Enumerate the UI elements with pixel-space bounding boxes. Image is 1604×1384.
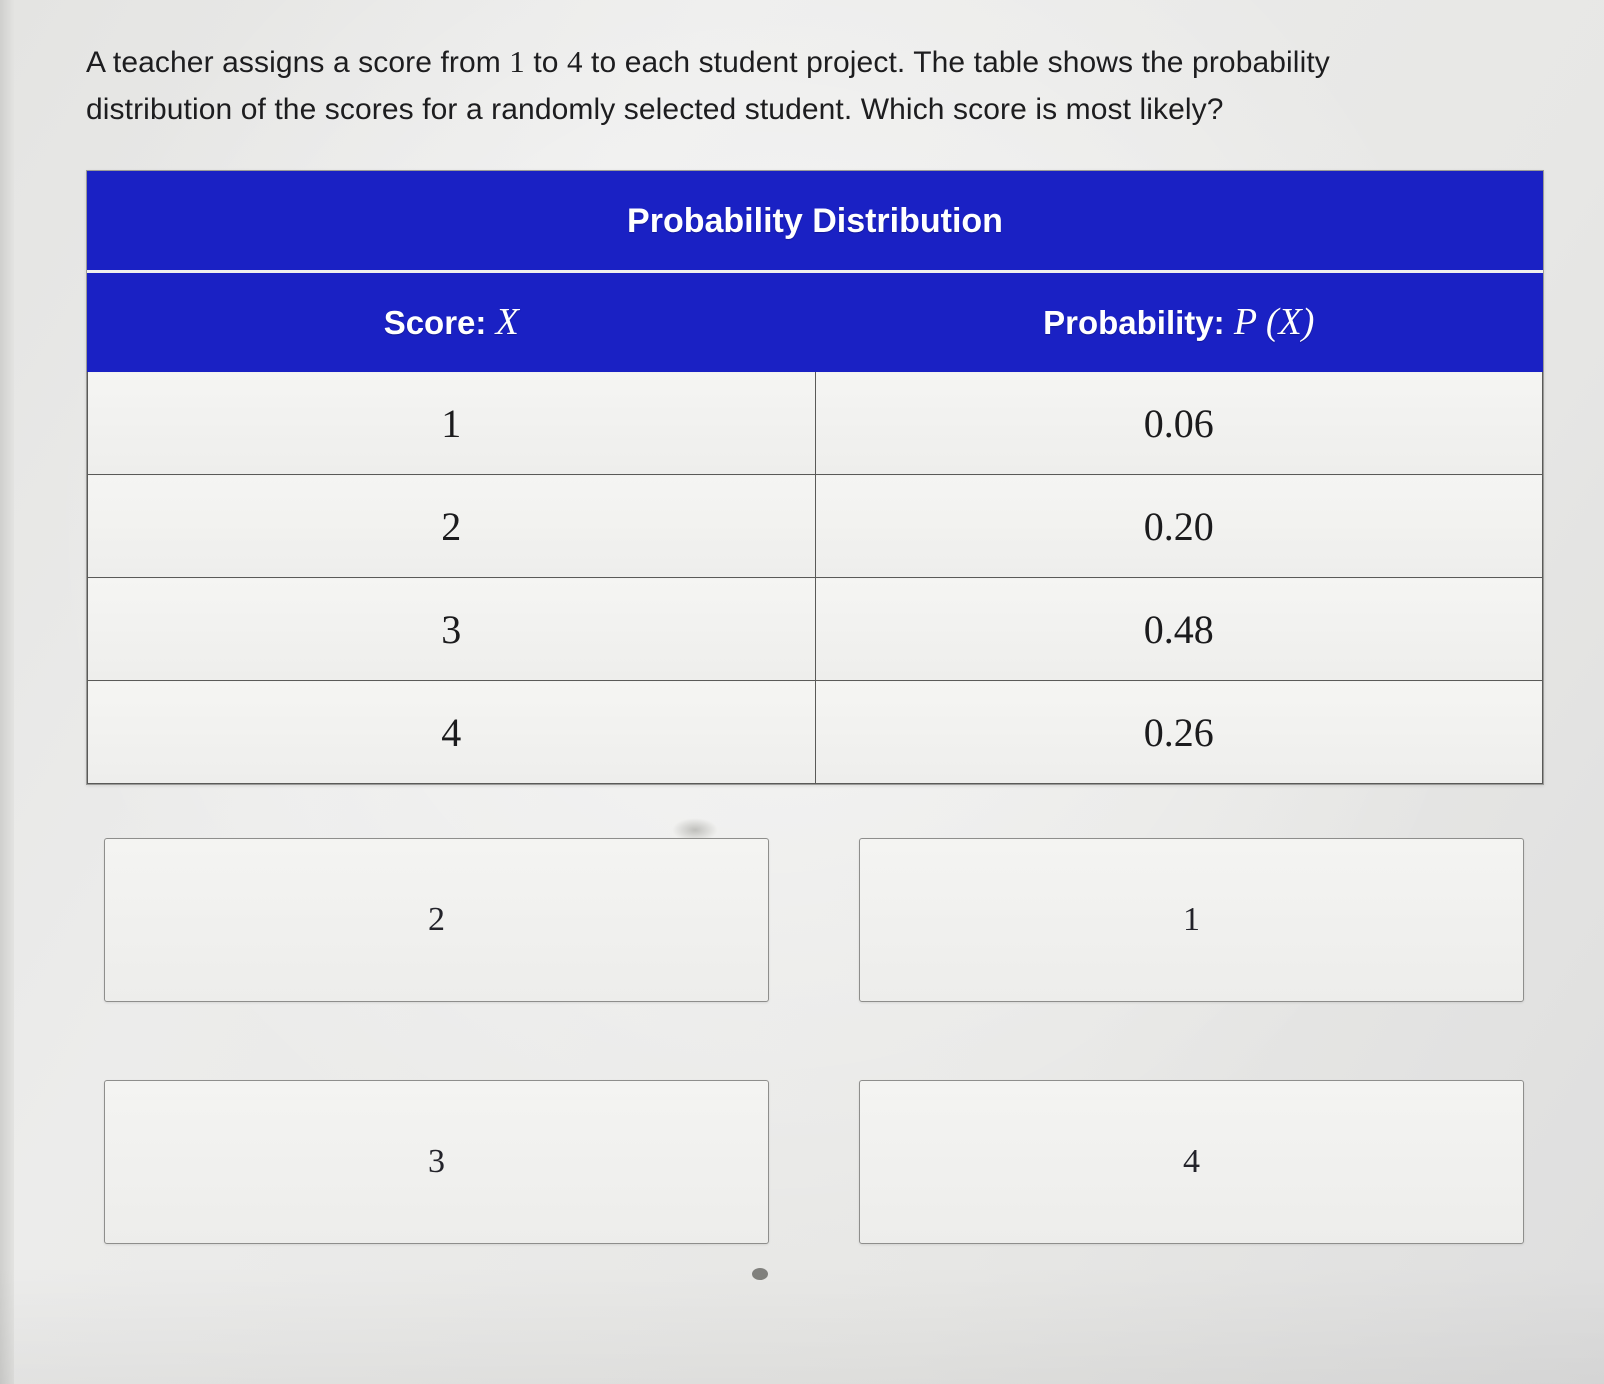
cell-score: 1 (88, 372, 816, 475)
cell-score: 4 (88, 681, 816, 784)
answer-options (104, 838, 1524, 1244)
question-number-4: 4 (567, 44, 583, 79)
question-number-1: 1 (509, 44, 525, 79)
table-title: Probability Distribution (88, 172, 1543, 272)
answer-option-1[interactable]: 1 (859, 838, 1524, 1002)
page-left-edge (0, 0, 14, 1384)
cell-probability: 0.06 (815, 372, 1543, 475)
cell-probability: 0.48 (815, 578, 1543, 681)
answer-option-3[interactable]: 3 (104, 1080, 769, 1244)
page-bottom-shadow (0, 1264, 1604, 1384)
column-header-probability (815, 272, 1543, 372)
table-header-row (88, 272, 1543, 372)
column-header-score (88, 272, 816, 372)
table-row (88, 681, 1543, 784)
column-header-score-variable: X (495, 301, 519, 343)
probability-distribution-table (86, 170, 1544, 785)
question-line1-part-c: to each student project. The table shows the probability (582, 46, 1330, 79)
question-line1-part-a: A teacher assigns a score from (86, 46, 510, 79)
question-text (86, 38, 1538, 133)
column-header-probability-label: Probability: (1043, 304, 1225, 341)
answer-option-2[interactable]: 2 (104, 838, 769, 1002)
question-line1-part-b: to (524, 46, 567, 79)
column-header-probability-variable: P (X) (1233, 301, 1315, 343)
table-row (88, 475, 1543, 578)
cell-score: 2 (88, 475, 816, 578)
cell-probability: 0.20 (815, 475, 1543, 578)
column-header-score-label: Score: (383, 304, 487, 341)
table-title-row (88, 172, 1543, 272)
question-line2: distribution of the scores for a randomly selected student. Which score is most likely? (86, 92, 1224, 126)
answer-option-4[interactable]: 4 (859, 1080, 1524, 1244)
cell-probability: 0.26 (815, 681, 1543, 784)
table-row (88, 372, 1543, 475)
table-row (88, 578, 1543, 681)
screen-speck (752, 1268, 768, 1280)
cell-score: 3 (88, 578, 816, 681)
